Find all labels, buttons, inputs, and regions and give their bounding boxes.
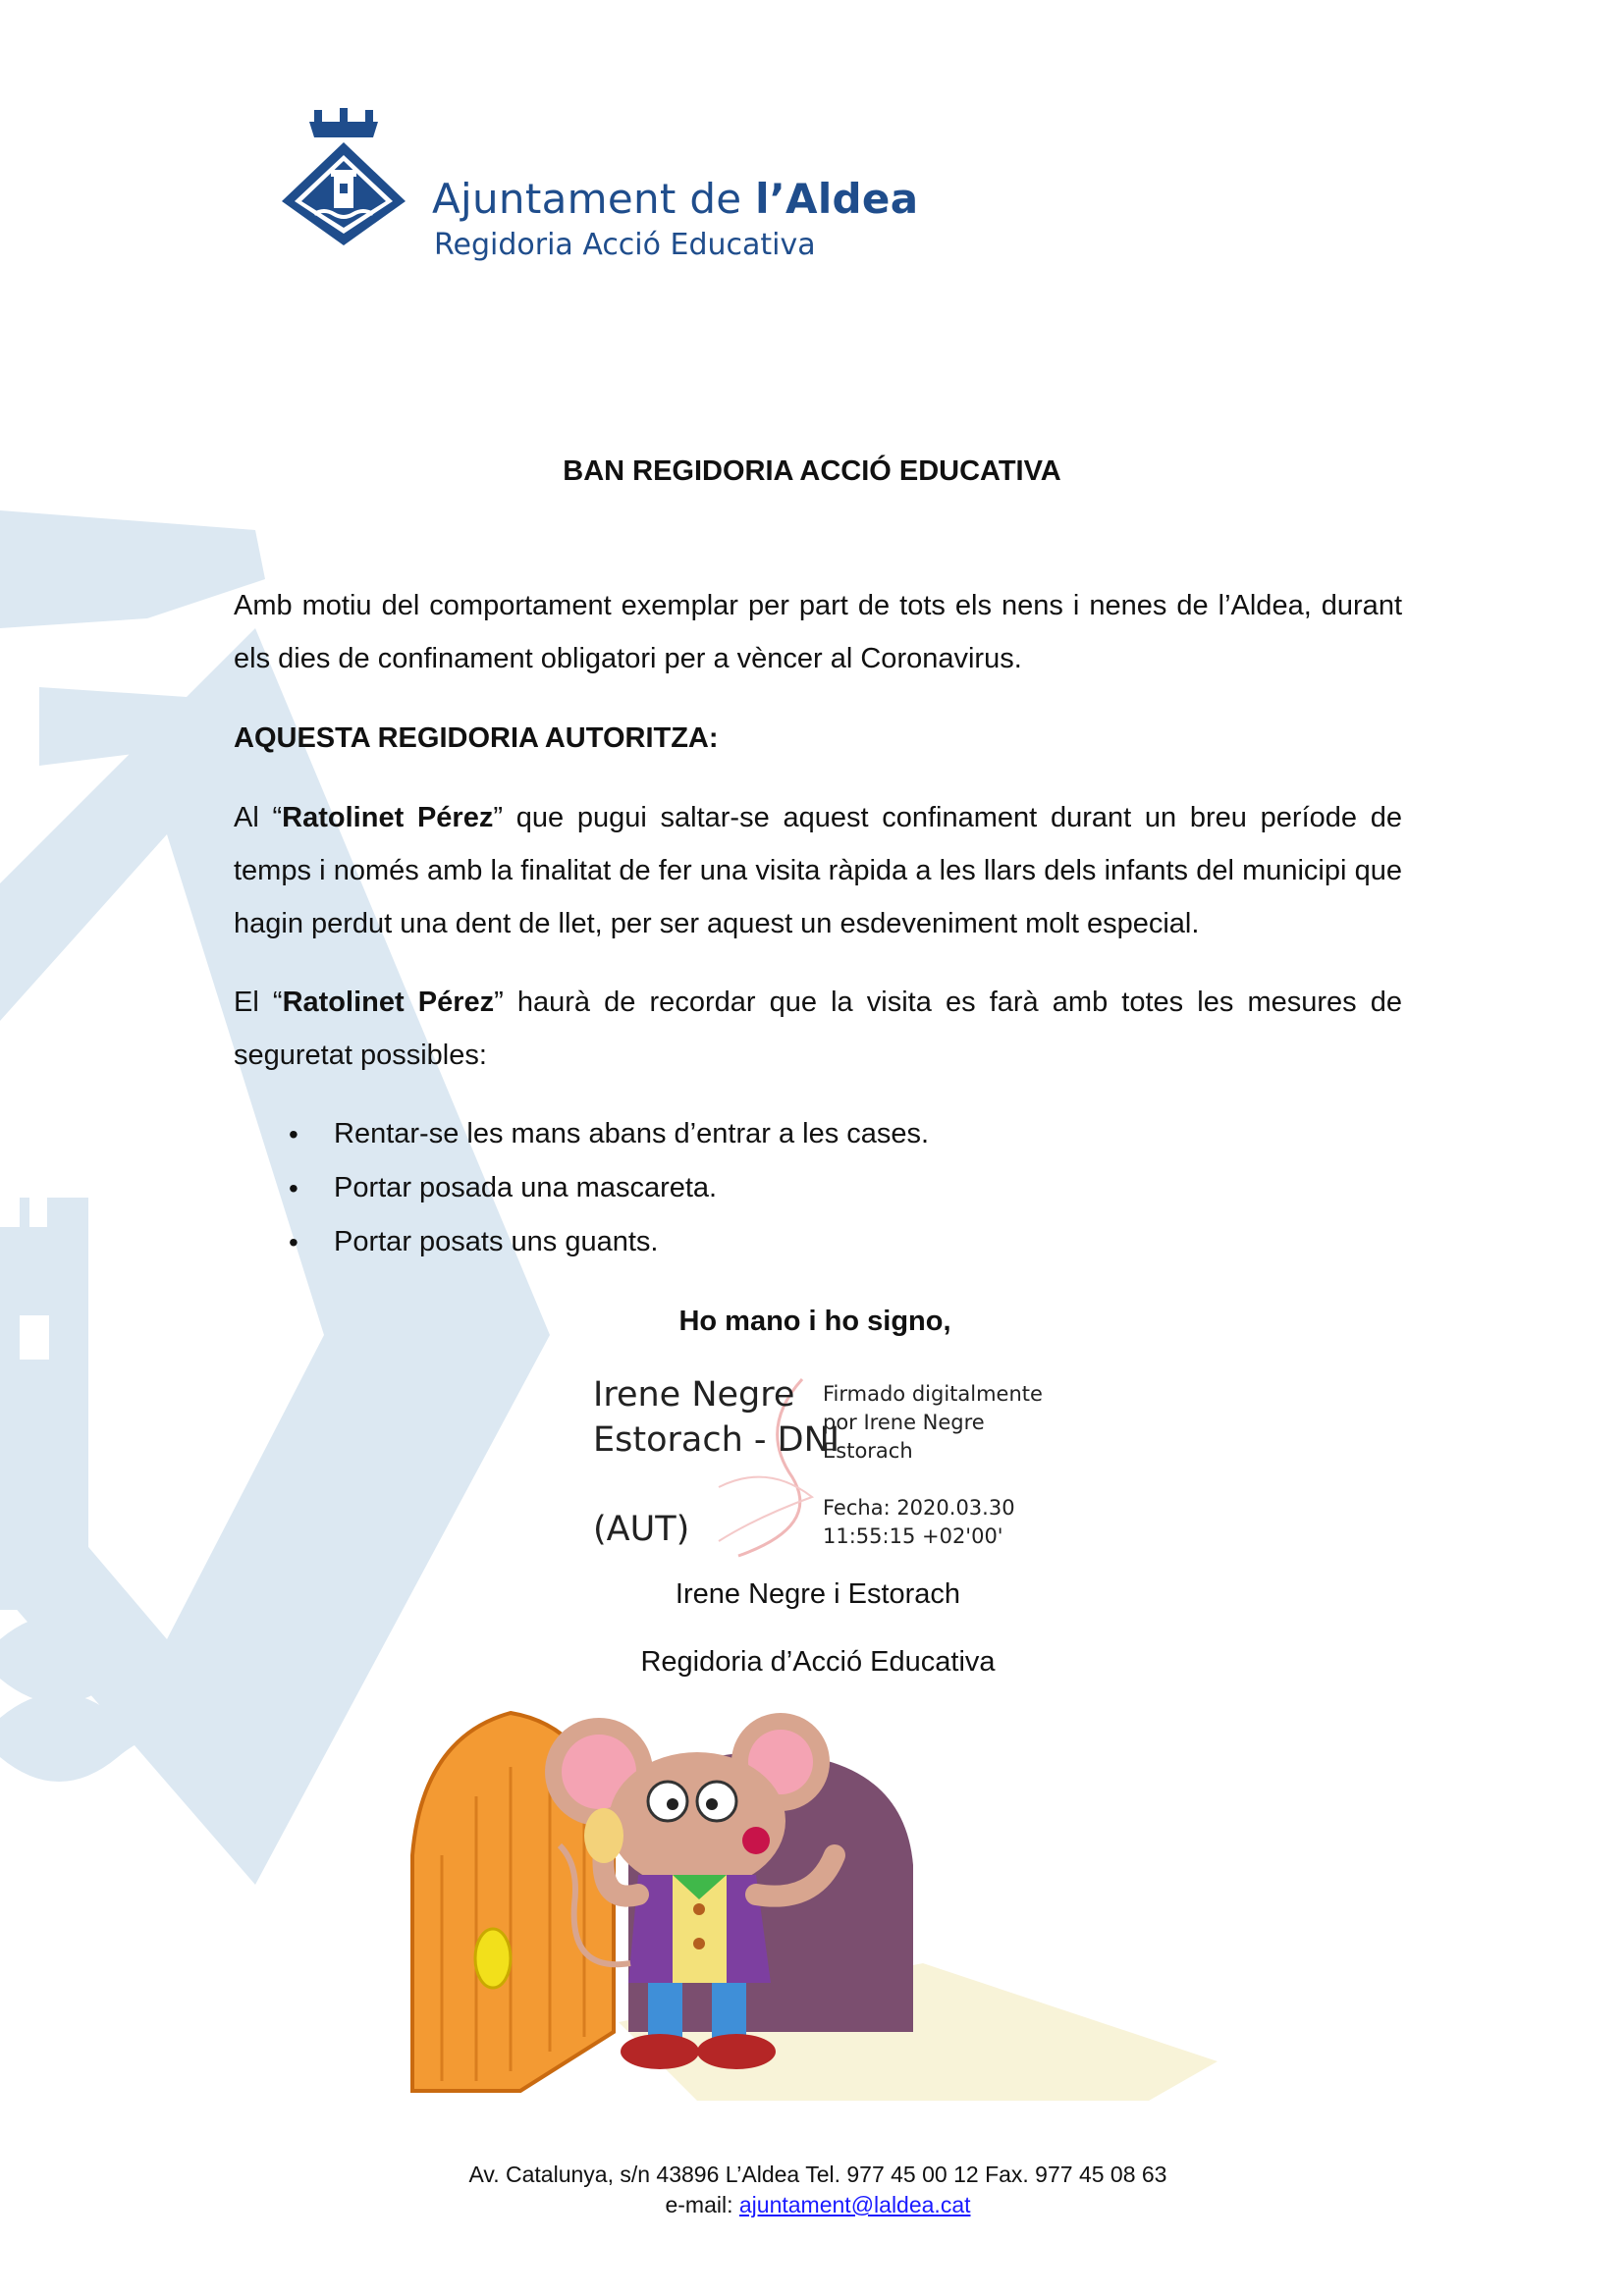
list-item: • Portar posada una mascareta. <box>234 1161 929 1215</box>
closing-line: Ho mano i ho signo, <box>678 1306 951 1337</box>
org-name-bold: l’Aldea <box>755 175 919 223</box>
footer-email-line <box>0 2190 1624 2220</box>
signature-name-line1: Irene Negre <box>593 1375 795 1415</box>
signature-name <box>593 1372 839 1463</box>
org-name <box>432 175 918 223</box>
signature-name-line3: (AUT) <box>593 1510 690 1549</box>
para3-start: El “ <box>234 987 283 1018</box>
footer <box>0 2160 1624 2220</box>
footer-email-label: e-mail: <box>665 2192 739 2217</box>
para2-start: Al “ <box>234 802 283 833</box>
authorization-paragraph <box>234 791 1402 950</box>
intro-paragraph: Amb motiu del comportament exemplar per part de tots els nens i nenes de l’Aldea, durant els dies de confinament obligatori per a vèncer al Coronavirus. <box>234 590 1402 674</box>
org-name-regular: Ajuntament de <box>432 175 756 223</box>
mouse-with-door-illustration <box>403 1708 1247 2101</box>
safety-measures-list <box>234 1107 929 1269</box>
signature-date <box>823 1494 1015 1551</box>
signature-detail-line2: por Irene Negre <box>823 1411 985 1434</box>
signature-name-line2: Estorach - DNI <box>593 1420 840 1460</box>
para3-bold: Ratolinet Pérez <box>282 987 495 1018</box>
signer-name: Irene Negre i Estorach <box>675 1578 961 1610</box>
list-item: • Portar posats uns guants. <box>234 1215 929 1269</box>
para3-end: ” haurà de recordar que la visita es farà amb totes les mesures de seguretat possibles: <box>234 987 1403 1071</box>
signature-date-line1: Fecha: 2020.03.30 <box>823 1496 1015 1520</box>
safety-paragraph <box>234 976 1402 1082</box>
signer-role: Regidoria d’Acció Educativa <box>640 1646 996 1678</box>
signature-details <box>823 1380 1043 1466</box>
list-item: • Rentar-se les mans abans d’entrar a les cases. <box>234 1107 929 1161</box>
footer-address: Av. Catalunya, s/n 43896 L’Aldea Tel. 977 45 00 12 Fax. 977 45 08 63 <box>468 2162 1167 2187</box>
authorization-heading: AQUESTA REGIDORIA AUTORITZA: <box>234 722 719 754</box>
para2-end: ” que pugui saltar-se aquest confinament durant un breu període de temps i només amb la finalitat de fer una visita ràpida a les llars dels infants del municipi que hagin perdut una dent de llet, per ser aquest un esdeveniment molt especial. <box>234 802 1403 939</box>
signature-detail-line1: Firmado digitalmente <box>823 1382 1043 1406</box>
signature-detail-line3: Estorach <box>823 1439 913 1463</box>
email-link[interactable]: ajuntament@laldea.cat <box>738 2192 971 2217</box>
para2-bold: Ratolinet Pérez <box>282 802 494 833</box>
org-subtitle: Regidoria Acció Educativa <box>434 228 816 262</box>
document-title: BAN REGIDORIA ACCIÓ EDUCATIVA <box>563 455 1061 487</box>
signature-date-line2: 11:55:15 +02'00' <box>823 1524 1003 1548</box>
municipal-coat-of-arms-icon <box>280 108 407 245</box>
